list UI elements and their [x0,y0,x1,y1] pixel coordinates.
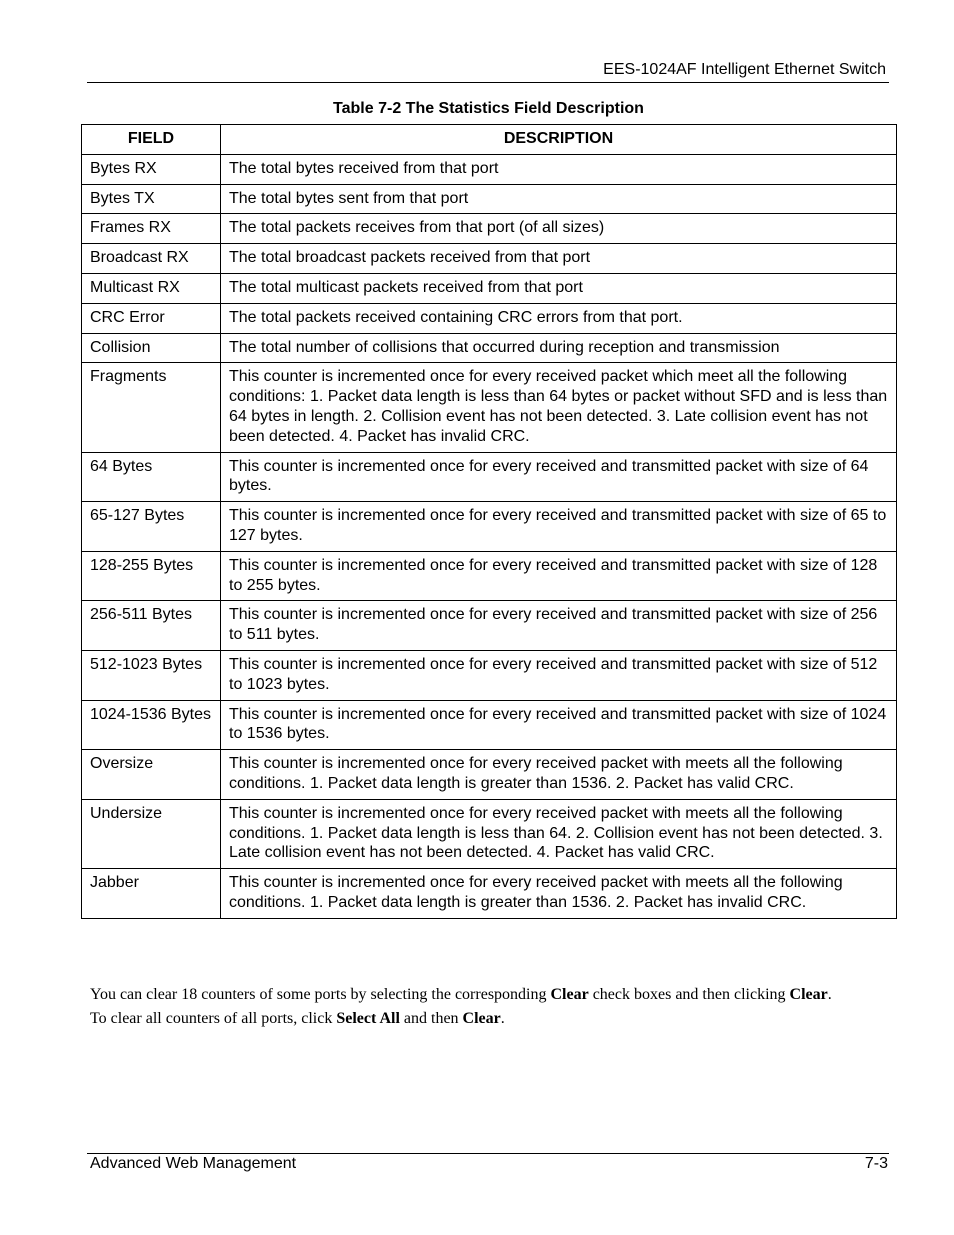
note-line-2 [90,1007,890,1031]
field-cell: Broadcast RX [82,244,221,274]
header-rule [87,82,889,83]
note-text: check boxes and then clicking [588,986,790,1003]
table-row [82,700,897,750]
description-cell: The total multicast packets received from that port [221,273,897,303]
column-header-field: FIELD [82,125,221,155]
description-cell: The total broadcast packets received from that port [221,244,897,274]
description-cell: This counter is incremented once for every received and transmitted packet with size of 1024 to 1536 bytes. [221,700,897,750]
description-cell: The total bytes sent from that port [221,184,897,214]
field-cell: Bytes TX [82,184,221,214]
table-row [82,650,897,700]
description-cell: This counter is incremented once for every received and transmitted packet with size of 64 bytes. [221,452,897,502]
note-bold-clear: Clear [789,986,828,1003]
description-cell: This counter is incremented once for every received and transmitted packet with size of 256 to 511 bytes. [221,601,897,651]
description-cell: This counter is incremented once for every received packet with meets all the following conditions. 1. Packet data length is less than 64. 2. Collision event has not been detected. 3. Late collision event has not been detected. 4. Packet has valid CRC. [221,799,897,868]
table-row [82,333,897,363]
description-cell: This counter is incremented once for every received and transmitted packet with size of 65 to 127 bytes. [221,502,897,552]
description-cell: This counter is incremented once for every received packet with meets all the following conditions. 1. Packet data length is greater than 1536. 2. Packet has invalid CRC. [221,869,897,919]
table-row [82,303,897,333]
note-bold-select-all: Select All [336,1010,400,1027]
note-text: To clear all counters of all ports, click [90,1010,337,1027]
field-cell: 64 Bytes [82,452,221,502]
table-row [82,601,897,651]
table-body [82,154,897,918]
table-row [82,363,897,452]
field-cell: 1024-1536 Bytes [82,700,221,750]
note-text: . [500,1010,505,1027]
table-row [82,452,897,502]
description-cell: The total number of collisions that occurred during reception and transmission [221,333,897,363]
clear-counters-note [90,983,890,1031]
column-header-description: DESCRIPTION [221,125,897,155]
field-cell: 512-1023 Bytes [82,650,221,700]
table-row [82,551,897,601]
table-row [82,502,897,552]
field-cell: Fragments [82,363,221,452]
table-row [82,799,897,868]
description-cell: The total packets received containing CRC errors from that port. [221,303,897,333]
table-caption: Table 7-2 The Statistics Field Description [333,100,644,117]
field-cell: Bytes RX [82,154,221,184]
table-header-row [82,125,897,155]
field-cell: Jabber [82,869,221,919]
note-bold-clear: Clear [462,1010,501,1027]
description-cell: The total packets receives from that port (of all sizes) [221,214,897,244]
field-cell: Multicast RX [82,273,221,303]
field-cell: CRC Error [82,303,221,333]
table-row [82,214,897,244]
page-number: 7-3 [864,1155,888,1172]
field-cell: 256-511 Bytes [82,601,221,651]
description-cell: This counter is incremented once for every received packet with meets all the following conditions. 1. Packet data length is greater than 1536. 2. Packet has valid CRC. [221,750,897,800]
table-row [82,750,897,800]
note-bold-clear: Clear [550,986,589,1003]
note-text: . [827,986,832,1003]
table-row [82,869,897,919]
table-row [82,154,897,184]
description-cell: This counter is incremented once for every received and transmitted packet with size of 128 to 255 bytes. [221,551,897,601]
field-cell: Frames RX [82,214,221,244]
running-header: EES-1024AF Intelligent Ethernet Switch [603,61,886,78]
footer-section-title: Advanced Web Management [90,1155,297,1172]
note-line-1 [90,983,890,1007]
table-row [82,244,897,274]
statistics-field-table [81,124,897,919]
field-cell: Oversize [82,750,221,800]
field-cell: 65-127 Bytes [82,502,221,552]
table-row [82,184,897,214]
note-text: You can clear 18 counters of some ports by selecting the corresponding [90,986,551,1003]
description-cell: This counter is incremented once for every received packet which meet all the following conditions: 1. Packet data length is less than 64 bytes or packet without SFD and is less than 64 bytes in length. 2. Collision event has not been detected. 3. Late collision event has not been detected. 4. Packet has invalid CRC. [221,363,897,452]
field-cell: Undersize [82,799,221,868]
field-cell: 128-255 Bytes [82,551,221,601]
description-cell: This counter is incremented once for every received and transmitted packet with size of 512 to 1023 bytes. [221,650,897,700]
note-text: and then [399,1010,463,1027]
table-row [82,273,897,303]
field-cell: Collision [82,333,221,363]
description-cell: The total bytes received from that port [221,154,897,184]
